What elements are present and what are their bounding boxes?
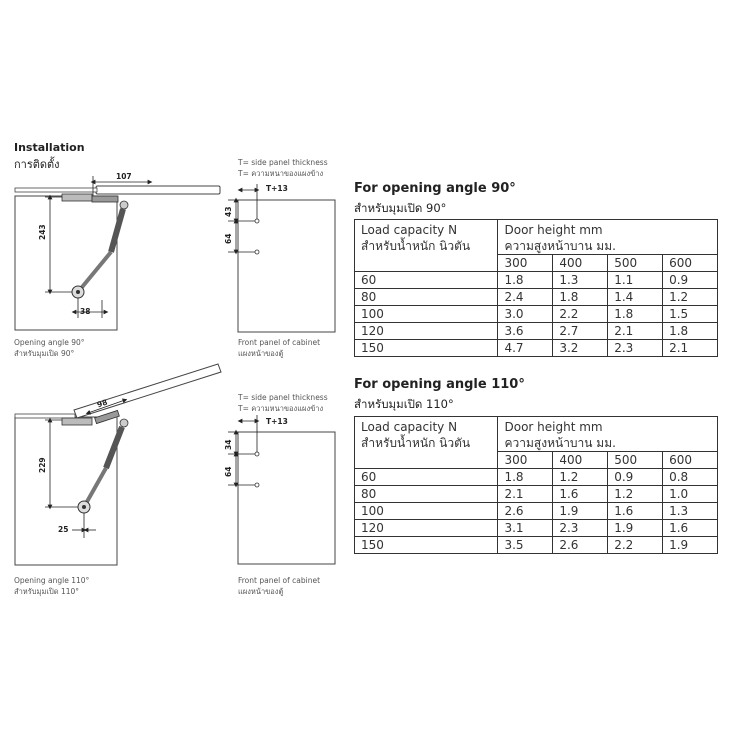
installation-title: Installation xyxy=(14,141,85,154)
panel-110-dim-a: 34 xyxy=(224,439,233,450)
door-label-en: Door height mm xyxy=(504,420,603,434)
dim-107-label: 107 xyxy=(116,172,132,181)
column-header: 600 xyxy=(663,452,718,469)
panel-110-dim-b: 64 xyxy=(224,466,233,477)
value-cell: 1.2 xyxy=(608,486,663,503)
value-cell: 1.9 xyxy=(663,537,718,554)
dim-243-label: 243 xyxy=(38,224,47,240)
panel-90-note-en: T= side panel thickness xyxy=(238,158,328,167)
value-cell: 1.8 xyxy=(553,289,608,306)
column-header: 300 xyxy=(498,452,553,469)
column-header: 500 xyxy=(608,255,663,272)
cabinet-side-110 xyxy=(15,417,117,565)
table-row xyxy=(355,486,718,503)
panel-110-caption-en: Front panel of cabinet xyxy=(238,576,321,585)
door-label-th: ความสูงหน้าบาน มม. xyxy=(504,436,616,450)
value-cell: 2.3 xyxy=(608,340,663,357)
load-capacity-header xyxy=(355,220,498,272)
load-cell: 100 xyxy=(355,503,498,520)
table-row xyxy=(355,289,718,306)
door-height-header xyxy=(498,417,718,452)
load-label-en: Load capacity N xyxy=(361,420,458,434)
value-cell: 1.0 xyxy=(663,486,718,503)
caption-110-th: สำหรับมุมเปิด 110° xyxy=(14,587,80,596)
value-cell: 3.5 xyxy=(498,537,553,554)
table-row xyxy=(355,503,718,520)
value-cell: 3.6 xyxy=(498,323,553,340)
value-cell: 4.7 xyxy=(498,340,553,357)
value-cell: 1.8 xyxy=(663,323,718,340)
column-header: 600 xyxy=(663,255,718,272)
value-cell: 2.6 xyxy=(498,503,553,520)
dim-25-label: 25 xyxy=(58,525,69,534)
load-cell: 120 xyxy=(355,520,498,537)
table-row xyxy=(355,306,718,323)
panel-90-dim-b: 64 xyxy=(224,233,233,244)
panel-90-caption-en: Front panel of cabinet xyxy=(238,338,321,347)
column-header: 400 xyxy=(553,255,608,272)
door-height-header xyxy=(498,220,718,255)
value-cell: 2.3 xyxy=(553,520,608,537)
value-cell: 2.2 xyxy=(608,537,663,554)
installation-subtitle: การติดตั้ง xyxy=(14,158,60,171)
panel-90-dim-t: T+13 xyxy=(266,184,288,193)
load-cell: 120 xyxy=(355,323,498,340)
value-cell: 0.9 xyxy=(608,469,663,486)
caption-90-th: สำหรับมุมเปิด 90° xyxy=(14,349,75,358)
load-label-th: สำหรับน้ำหนัก นิวตัน xyxy=(361,239,471,253)
front-panel-90 xyxy=(238,200,335,332)
value-cell: 1.4 xyxy=(608,289,663,306)
value-cell: 3.1 xyxy=(498,520,553,537)
table-110-subtitle: สำหรับมุมเปิด 110° xyxy=(354,397,454,411)
value-cell: 1.3 xyxy=(663,503,718,520)
value-cell: 3.2 xyxy=(553,340,608,357)
panel-90-dim-a: 43 xyxy=(224,206,233,217)
value-cell: 3.0 xyxy=(498,306,553,323)
value-cell: 1.3 xyxy=(553,272,608,289)
table-110-title: For opening angle 110° xyxy=(354,377,525,392)
load-table-90 xyxy=(354,219,718,357)
panel-90-caption-th: แผงหน้าของตู้ xyxy=(238,349,284,358)
door-110 xyxy=(15,364,221,418)
panel-110-caption-th: แผงหน้าของตู้ xyxy=(238,587,284,596)
value-cell: 0.9 xyxy=(663,272,718,289)
load-label-en: Load capacity N xyxy=(361,223,458,237)
load-cell: 60 xyxy=(355,272,498,289)
value-cell: 1.8 xyxy=(498,272,553,289)
value-cell: 1.6 xyxy=(608,503,663,520)
value-cell: 1.5 xyxy=(663,306,718,323)
value-cell: 1.1 xyxy=(608,272,663,289)
table-row xyxy=(355,520,718,537)
panel-110-note-th: T= ความหนาของแผงข้าง xyxy=(238,404,324,413)
value-cell: 1.9 xyxy=(608,520,663,537)
panel-110-note-en: T= side panel thickness xyxy=(238,393,328,402)
panel-110-dim-t: T+13 xyxy=(266,417,288,426)
caption-90-en: Opening angle 90° xyxy=(14,338,85,347)
dim-38-label: 38 xyxy=(80,307,91,316)
load-capacity-header xyxy=(355,417,498,469)
table-row xyxy=(355,272,718,289)
load-cell: 100 xyxy=(355,306,498,323)
value-cell: 1.2 xyxy=(553,469,608,486)
value-cell: 2.7 xyxy=(553,323,608,340)
value-cell: 1.8 xyxy=(498,469,553,486)
panel-90-note-th: T= ความหนาของแผงข้าง xyxy=(238,169,324,178)
table-90-subtitle: สำหรับมุมเปิด 90° xyxy=(354,201,447,215)
load-label-th: สำหรับน้ำหนัก นิวตัน xyxy=(361,436,471,450)
value-cell: 2.4 xyxy=(498,289,553,306)
table-row xyxy=(355,469,718,486)
value-cell: 1.8 xyxy=(608,306,663,323)
value-cell: 0.8 xyxy=(663,469,718,486)
door-label-en: Door height mm xyxy=(504,223,603,237)
value-cell: 1.6 xyxy=(663,520,718,537)
value-cell: 2.1 xyxy=(608,323,663,340)
load-table-110 xyxy=(354,416,718,554)
door-label-th: ความสูงหน้าบาน มม. xyxy=(504,239,616,253)
dim-98-label: 98 xyxy=(95,397,109,410)
value-cell: 2.1 xyxy=(498,486,553,503)
value-cell: 1.6 xyxy=(553,486,608,503)
front-panel-110 xyxy=(238,432,335,564)
load-cell: 80 xyxy=(355,486,498,503)
table-row xyxy=(355,323,718,340)
table-90-title: For opening angle 90° xyxy=(354,181,516,196)
column-header: 400 xyxy=(553,452,608,469)
dim-229-label: 229 xyxy=(38,457,47,473)
load-cell: 150 xyxy=(355,340,498,357)
table-row xyxy=(355,537,718,554)
door-90 xyxy=(15,186,220,194)
value-cell: 1.2 xyxy=(663,289,718,306)
table-row xyxy=(355,340,718,357)
load-cell: 60 xyxy=(355,469,498,486)
load-cell: 80 xyxy=(355,289,498,306)
value-cell: 1.9 xyxy=(553,503,608,520)
column-header: 300 xyxy=(498,255,553,272)
caption-110-en: Opening angle 110° xyxy=(14,576,90,585)
value-cell: 2.6 xyxy=(553,537,608,554)
value-cell: 2.2 xyxy=(553,306,608,323)
column-header: 500 xyxy=(608,452,663,469)
load-cell: 150 xyxy=(355,537,498,554)
value-cell: 2.1 xyxy=(663,340,718,357)
